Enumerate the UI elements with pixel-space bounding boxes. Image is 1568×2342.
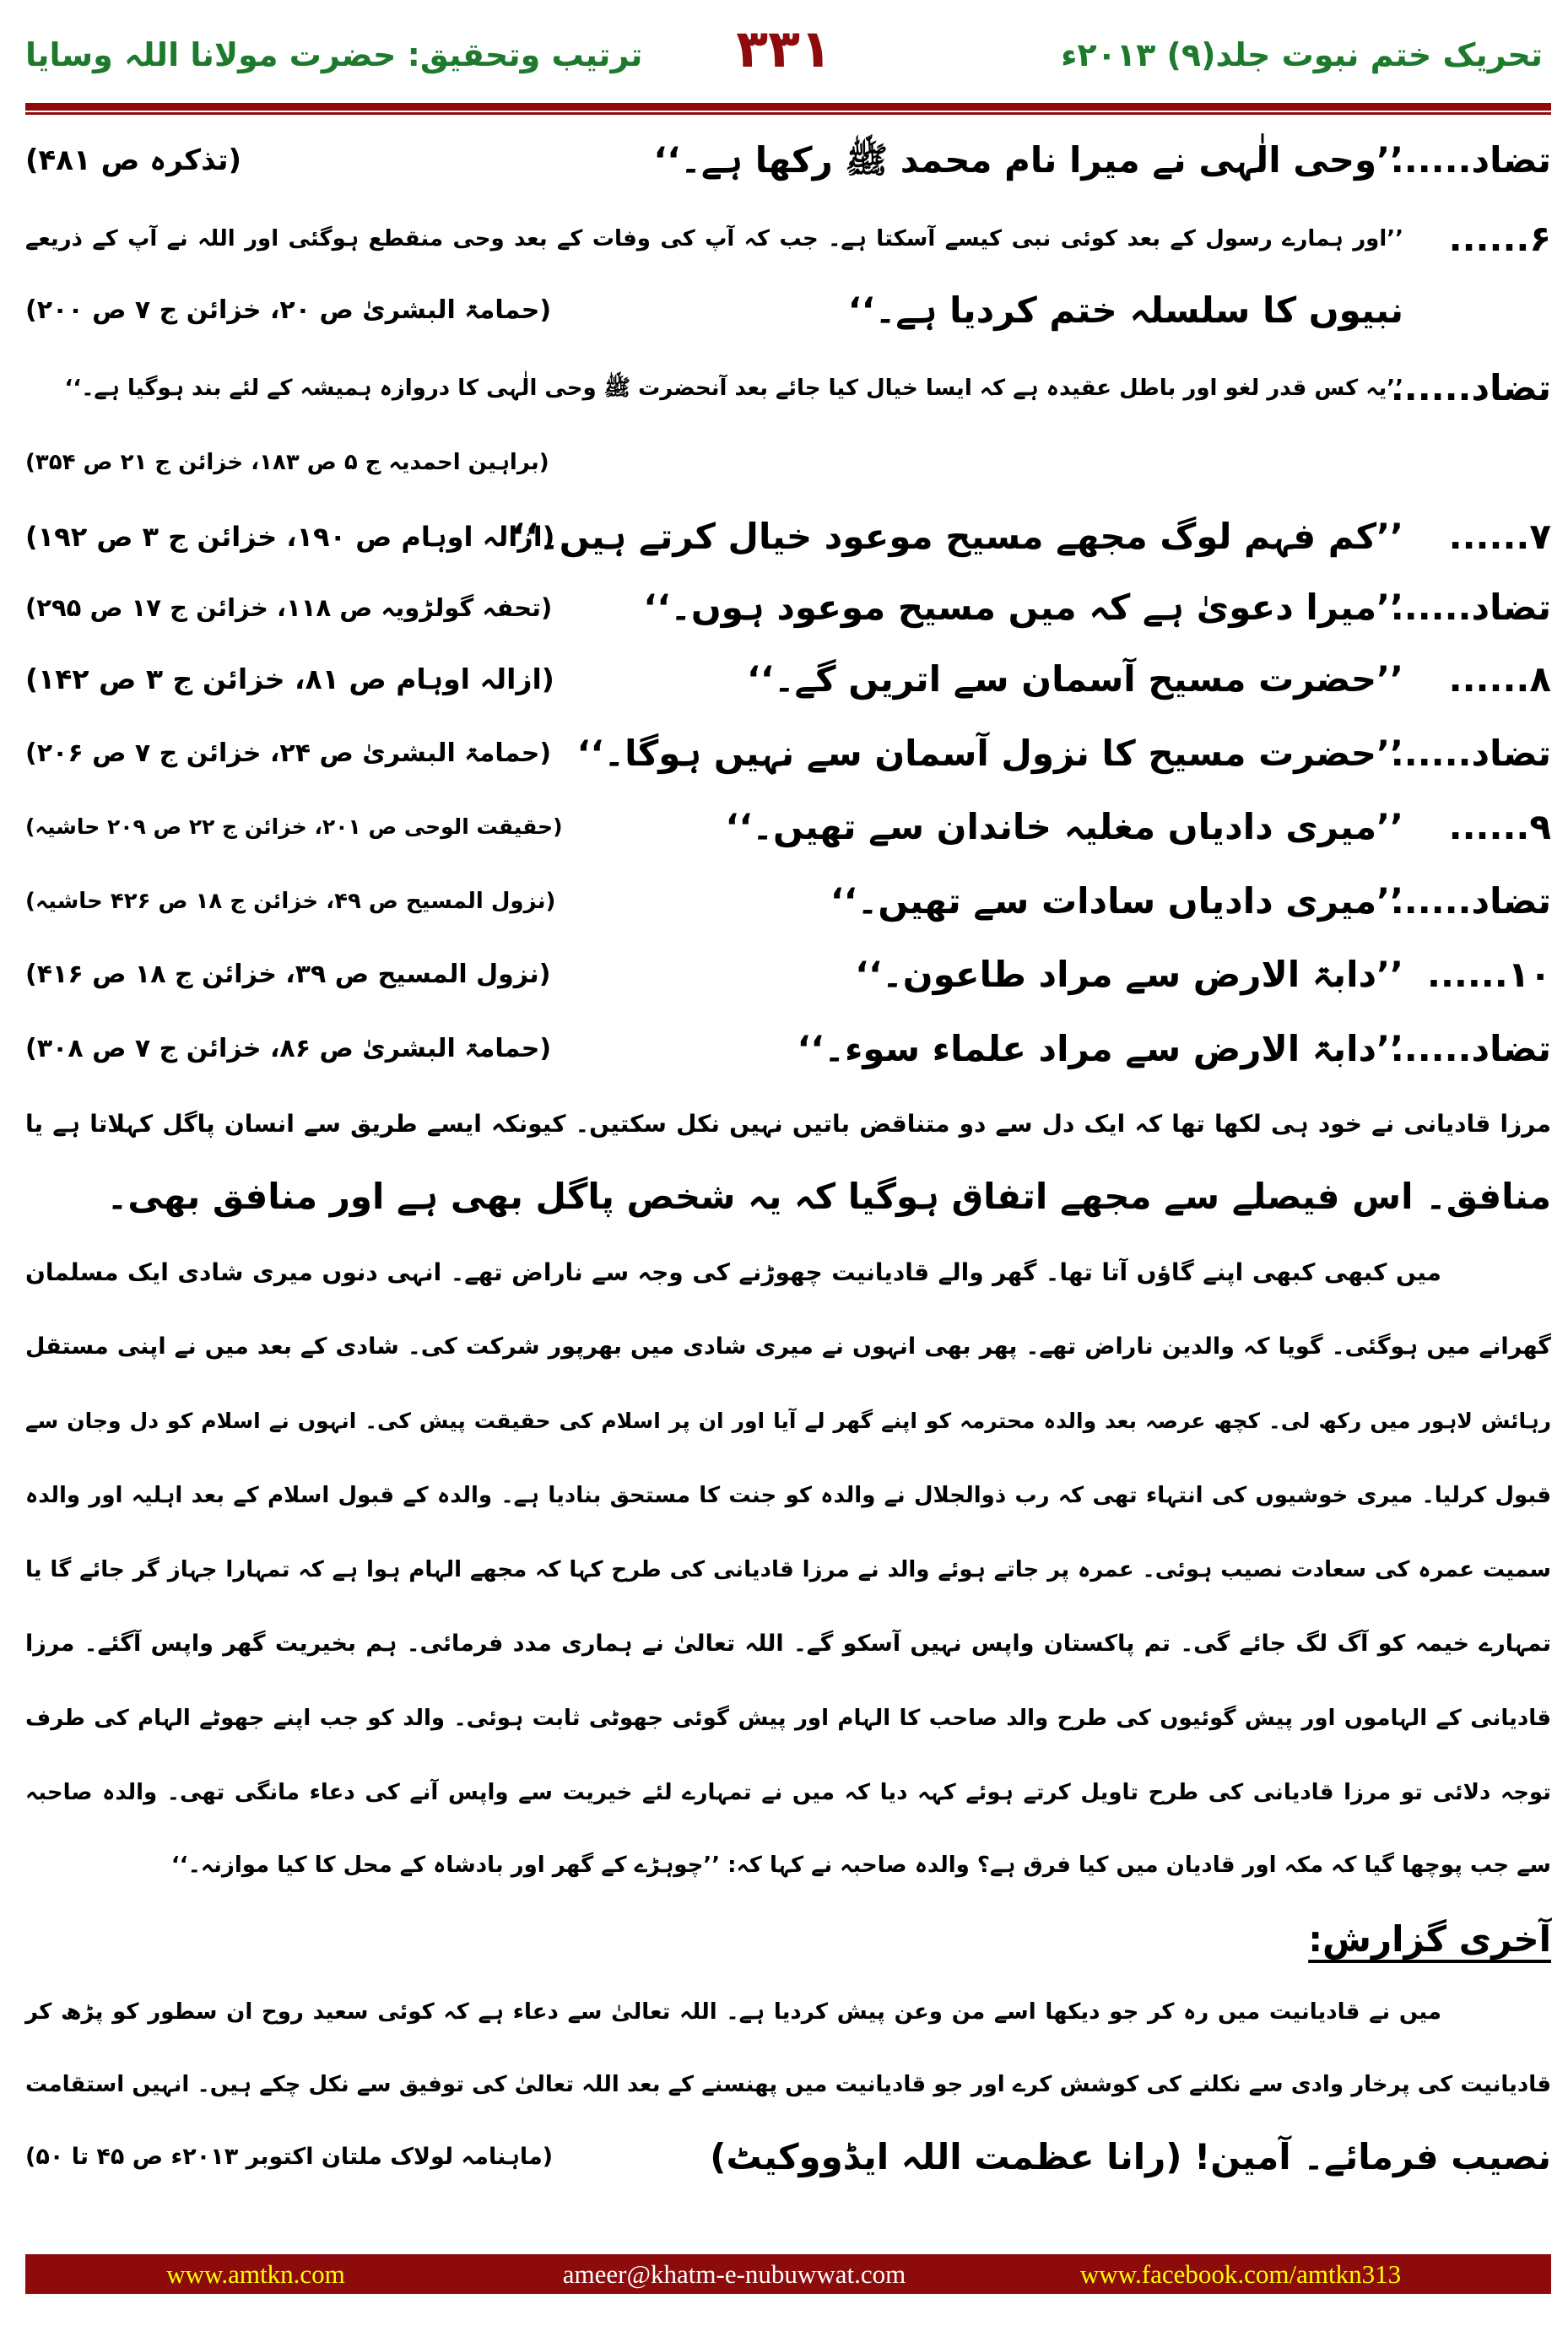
paragraph-line: تمہارے خیمہ کو آگ لگ جائے گی۔ تم پاکستان واپس نہیں آسکو گے۔ اللہ تعالیٰ نے ہماری مدد فرمائی۔ ہم بخیریت گھر واپس آگئے۔ مرزا	[25, 1631, 1551, 1657]
row-label: تضاد......	[1390, 139, 1551, 181]
header-divider-thin	[25, 112, 1551, 115]
paragraph-line: رہائش لاہور میں رکھ لی۔ کچھ عرصہ بعد والدہ محترمہ کو اپنے گھر لے آیا اور ان پر اسلام کی حقیقت پیش کی۔ انہوں نے اسلام کو دل وجان سے	[25, 1409, 1551, 1433]
paragraph-line: توجہ دلائی تو مرزا قادیانی کی طرح تاویل کرتے ہوئے کہہ دیا کہ میں نے تمہارے لئے خیریت سے واپس آنے کی دعاء مانگی تھی۔ والدہ صاحبہ	[25, 1780, 1551, 1805]
row-label: تضاد......	[1390, 587, 1551, 628]
paragraph-line: منافق۔ اس فیصلے سے مجھے اتفاق ہوگیا کہ یہ شخص پاگل بھی ہے اور منافق بھی۔	[106, 1176, 1551, 1217]
book-title: تحریک ختم نبوت جلد(۹) ۲۰۱۳ء	[1061, 36, 1543, 73]
reference: (حمامۃ البشریٰ ص ۲۴، خزائن ج ۷ ص ۲۰۶)	[25, 738, 552, 768]
quote-text: ’’یہ کس قدر لغو اور باطل عقیدہ ہے کہ ایسا خیال کیا جائے بعد آنحضرت ﷺ وحی الٰہی کا دروازہ ہمیشہ کے لئے بند ہوگیا ہے۔‘‘	[64, 376, 1403, 401]
row-label: تضاد......	[1390, 880, 1551, 922]
quote-text: ’’کم فہم لوگ مجھے مسیح موعود خیال کرتے ہیں۔‘‘	[511, 516, 1403, 557]
reference: (ازالہ اوہام ص ۱۹۰، خزائن ج ۳ ص ۱۹۲)	[25, 521, 555, 553]
quote-text: ’’حضرت مسیح آسمان سے اتریں گے۔‘‘	[747, 658, 1403, 700]
paragraph-line: سمیت عمرہ کی سعادت نصیب ہوئی۔ عمرہ پر جاتے ہوئے والد نے مرزا قادیانی کی طرح کہا کہ مجھے الہام ہوا ہے کہ تمہارا جہاز گر جائے گا یا	[25, 1557, 1551, 1582]
reference: (حمامۃ البشریٰ ص ۲۰، خزائن ج ۷ ص ۲۰۰)	[25, 295, 552, 325]
paragraph-line: میں نے قادیانیت میں رہ کر جو دیکھا اسے من وعن پیش کردیا ہے۔ اللہ تعالیٰ سے دعاء ہے کہ کوئی سعید روح ان سطور کو پڑھ کر	[25, 1999, 1441, 2025]
quote-text: ’’دابۃ الارض سے مراد طاعون۔‘‘	[855, 954, 1403, 995]
row-label: ۹......	[1448, 806, 1551, 847]
reference: (براہین احمدیہ ج ۵ ص ۱۸۳، خزائن ج ۲۱ ص ۳۵۴)	[25, 450, 549, 475]
quote-text: ’’وحی الٰہی نے میرا نام محمد ﷺ رکھا ہے۔‘‘	[653, 139, 1403, 181]
footer-bar	[25, 2254, 1551, 2294]
quote-text: نبیوں کا سلسلہ ختم کردیا ہے۔‘‘	[847, 289, 1403, 331]
paragraph-line: میں کبھی کبھی اپنے گاؤں آتا تھا۔ گھر والے قادیانیت چھوڑنے کی وجہ سے ناراض تھے۔ انہی دنوں میری شادی ایک مسلمان	[25, 1258, 1441, 1286]
row-label: تضاد......	[1390, 733, 1551, 774]
compiler-credit: ترتیب وتحقیق: حضرت مولانا اللہ وسایا	[25, 36, 643, 73]
section-heading: آخری گزارش:	[1308, 1918, 1551, 1960]
paragraph-line: مرزا قادیانی نے خود ہی لکھا تھا کہ ایک دل سے دو متناقض باتیں نہیں نکل سکتیں۔ کیونکہ ایسے طریق سے انسان پاگل کہلاتا ہے یا	[25, 1110, 1551, 1138]
quote-text: ’’دابۃ الارض سے مراد علماء سوء۔‘‘	[797, 1028, 1403, 1069]
quote-text: ’’میرا دعویٰ ہے کہ میں مسیح موعود ہوں۔‘‘	[643, 587, 1403, 628]
facebook-link[interactable]: www.facebook.com/amtkn313	[1079, 2259, 1402, 2289]
email-link[interactable]: ameer@khatm-e-nubuwwat.com	[562, 2259, 906, 2289]
quote-text: ’’اور ہمارے رسول کے بعد کوئی نبی کیسے آسکتا ہے۔ جب کہ آپ کی وفات کے بعد وحی منقطع ہوگئی اور اللہ نے آپ کے ذریعے	[25, 226, 1403, 252]
reference: (حمامۃ البشریٰ ص ۸۶، خزائن ج ۷ ص ۳۰۸)	[25, 1034, 552, 1063]
paragraph-line: گھرانے میں ہوگئی۔ گویا کہ والدین ناراض تھے۔ پھر بھی انہوں نے میری شادی میں بھرپور شرکت کی۔ شادی کے بعد میں نے اپنی مستقل	[25, 1333, 1551, 1360]
row-label: ۸......	[1448, 658, 1551, 700]
reference: (تذکرہ ص ۴۸۱)	[25, 143, 242, 177]
reference: (نزول المسیح ص ۳۹، خزائن ج ۱۸ ص ۴۱۶)	[25, 960, 551, 989]
paragraph-line: قادیانیت کی پرخار وادی سے نکلنے کی کوشش کرے اور جو قادیانیت میں پھنسنے کے بعد اللہ تعالیٰ کی توفیق سے نکل چکے ہیں۔ انہیں استقامت	[25, 2072, 1551, 2097]
source-reference: (ماہنامہ لولاک ملتان اکتوبر ۲۰۱۳ء ص ۴۵ تا ۵۰)	[25, 2144, 554, 2170]
row-label: ۷......	[1448, 516, 1551, 557]
quote-text: ’’میری دادیاں مغلیہ خاندان سے تھیں۔‘‘	[725, 806, 1403, 847]
quote-text: ’’حضرت مسیح کا نزول آسمان سے نہیں ہوگا۔‘‘	[576, 733, 1403, 774]
row-label: ۶......	[1448, 218, 1551, 259]
page-number: ۳۳۱	[736, 18, 832, 79]
reference: (تحفہ گولڑویہ ص ۱۱۸، خزائن ج ۱۷ ص ۲۹۵)	[25, 593, 553, 622]
reference: (نزول المسیح ص ۴۹، خزائن ج ۱۸ ص ۴۲۶ حاشیہ)	[25, 889, 556, 914]
header-divider	[25, 103, 1551, 111]
reference: (حقیقت الوحی ص ۲۰۱، خزائن ج ۲۲ ص ۲۰۹ حاشیہ)	[25, 814, 563, 839]
row-label: تضاد......	[1390, 367, 1551, 408]
row-label: تضاد......	[1390, 1028, 1551, 1069]
quote-text: ’’میری دادیاں سادات سے تھیں۔‘‘	[830, 880, 1403, 922]
paragraph-line: سے جب پوچھا گیا کہ مکہ اور قادیان میں کیا فرق ہے؟ والدہ صاحبہ نے کہا کہ: ’’چوہڑے کے گھر اور بادشاہ کے محل کا کیا موازنہ۔‘‘	[170, 1853, 1551, 1878]
paragraph-line: قبول کرلیا۔ میری خوشیوں کی انتہاء تھی کہ رب ذوالجلال نے والدہ کو جنت کا مستحق بنادیا ہے۔ والدہ کے قبول اسلام کے بعد اہلیہ اور والدہ	[25, 1483, 1551, 1508]
closing-line: نصیب فرمائے۔ آمین! (رانا عظمت اللہ ایڈووکیٹ)	[710, 2136, 1551, 2177]
row-label: ۱۰......	[1426, 954, 1551, 995]
website-link[interactable]: www.amtkn.com	[166, 2259, 345, 2289]
paragraph-line: قادیانی کے الہاموں اور پیش گوئیوں کی طرح والد صاحب کا الہام اور پیش گوئی جھوٹی ثابت ہوئی۔ والد کو جب اپنے جھوٹے الہام کی طرف	[25, 1706, 1551, 1731]
reference: (ازالہ اوہام ص ۸۱، خزائن ج ۳ ص ۱۴۲)	[25, 663, 554, 695]
